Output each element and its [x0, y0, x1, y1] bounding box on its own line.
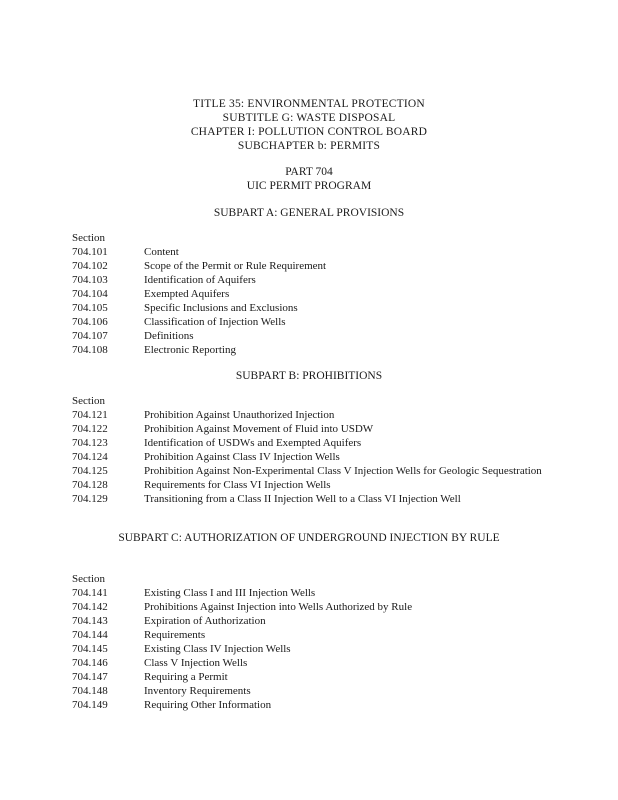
subpart-a-title: SUBPART A: GENERAL PROVISIONS [213, 207, 405, 219]
section-title: Existing Class I and III Injection Wells [144, 587, 316, 599]
toc-row[interactable] [72, 273, 542, 287]
section-title: Prohibitions Against Injection into Wells Authorized by Rule [144, 601, 413, 613]
toc-row[interactable] [72, 492, 542, 506]
section-title: Identification of Aquifers [144, 274, 256, 286]
section-title: Prohibition Against Movement of Fluid into USDW [144, 423, 374, 435]
section-title: Prohibition Against Class IV Injection Wells [144, 451, 340, 463]
section-title: Specific Inclusions and Exclusions [144, 302, 298, 314]
section-number: 704.141 [72, 587, 108, 599]
section-title: Requiring Other Information [144, 699, 272, 711]
section-number: 704.147 [72, 671, 108, 683]
subtitle-line: SUBTITLE G: WASTE DISPOSAL [222, 112, 396, 124]
section-title: Transitioning from a Class II Injection Well to a Class VI Injection Well [144, 493, 461, 505]
section-number: 704.105 [72, 302, 108, 314]
toc-row[interactable] [72, 259, 542, 273]
section-title: Exempted Aquifers [144, 288, 230, 300]
section-number: 704.142 [72, 601, 108, 613]
part-number: PART 704 [285, 166, 333, 178]
chapter-line: CHAPTER I: POLLUTION CONTROL BOARD [190, 126, 428, 138]
toc-row[interactable] [72, 642, 542, 656]
subpart-b-title: SUBPART B: PROHIBITIONS [235, 370, 383, 382]
subpart-c-title: SUBPART C: AUTHORIZATION OF UNDERGROUND INJECTION BY RULE [118, 532, 500, 544]
toc-row[interactable] [72, 436, 542, 450]
toc-row[interactable] [72, 684, 542, 698]
section-title: Expiration of Authorization [144, 615, 266, 627]
subpart-b-toc [72, 394, 542, 506]
section-title: Scope of the Permit or Rule Requirement [144, 260, 327, 272]
toc-row[interactable] [72, 600, 542, 614]
toc-row[interactable] [72, 329, 542, 343]
section-title: Requiring a Permit [144, 671, 228, 683]
document-header [0, 97, 618, 153]
section-title: Inventory Requirements [144, 685, 251, 697]
section-number: 704.102 [72, 260, 108, 272]
section-number: 704.144 [72, 629, 108, 641]
toc-row[interactable] [72, 343, 542, 357]
section-number: 704.122 [72, 423, 108, 435]
section-label: Section [72, 395, 105, 407]
section-number: 704.121 [72, 409, 108, 421]
section-number: 704.108 [72, 344, 108, 356]
section-number: 704.101 [72, 246, 108, 258]
section-number: 704.146 [72, 657, 108, 669]
toc-row[interactable] [72, 478, 542, 492]
toc-row[interactable] [72, 422, 542, 436]
section-number: 704.107 [72, 330, 108, 342]
section-number: 704.128 [72, 479, 108, 491]
subpart-a-toc [72, 231, 542, 357]
title-line: TITLE 35: ENVIRONMENTAL PROTECTION [193, 98, 425, 110]
section-title: Class V Injection Wells [144, 657, 248, 669]
toc-row[interactable] [72, 614, 542, 628]
section-number: 704.104 [72, 288, 108, 300]
section-number: 704.148 [72, 685, 108, 697]
toc-row[interactable] [72, 287, 542, 301]
section-title: Electronic Reporting [144, 344, 236, 356]
section-number: 704.123 [72, 437, 108, 449]
section-number: 704.149 [72, 699, 108, 711]
part-name: UIC PERMIT PROGRAM [246, 180, 372, 192]
section-number: 704.125 [72, 465, 108, 477]
section-title: Identification of USDWs and Exempted Aquifers [144, 437, 362, 449]
toc-row[interactable] [72, 245, 542, 259]
toc-row[interactable] [72, 628, 542, 642]
section-title: Content [144, 246, 179, 258]
section-title: Prohibition Against Unauthorized Injection [144, 409, 335, 421]
section-label: Section [72, 573, 105, 585]
toc-row[interactable] [72, 464, 542, 478]
section-number: 704.124 [72, 451, 108, 463]
toc-row[interactable] [72, 315, 542, 329]
toc-row[interactable] [72, 656, 542, 670]
section-title: Requirements [144, 629, 206, 641]
toc-row[interactable] [72, 301, 542, 315]
section-title: Classification of Injection Wells [144, 316, 286, 328]
section-number: 704.129 [72, 493, 108, 505]
section-number: 704.145 [72, 643, 108, 655]
section-number: 704.106 [72, 316, 108, 328]
section-title: Requirements for Class VI Injection Wells [144, 479, 331, 491]
section-label: Section [72, 232, 105, 244]
toc-row[interactable] [72, 586, 542, 600]
section-number: 704.143 [72, 615, 108, 627]
subchapter-line: SUBCHAPTER b: PERMITS [237, 140, 381, 152]
part-heading [0, 165, 618, 193]
toc-row[interactable] [72, 408, 542, 422]
section-title: Definitions [144, 330, 194, 342]
section-number: 704.103 [72, 274, 108, 286]
subpart-c-toc [72, 572, 542, 712]
toc-row[interactable] [72, 698, 542, 712]
toc-row[interactable] [72, 450, 542, 464]
section-title: Prohibition Against Non-Experimental Class V Injection Wells for Geologic Sequestration [144, 465, 542, 477]
section-title: Existing Class IV Injection Wells [144, 643, 291, 655]
toc-row[interactable] [72, 670, 542, 684]
